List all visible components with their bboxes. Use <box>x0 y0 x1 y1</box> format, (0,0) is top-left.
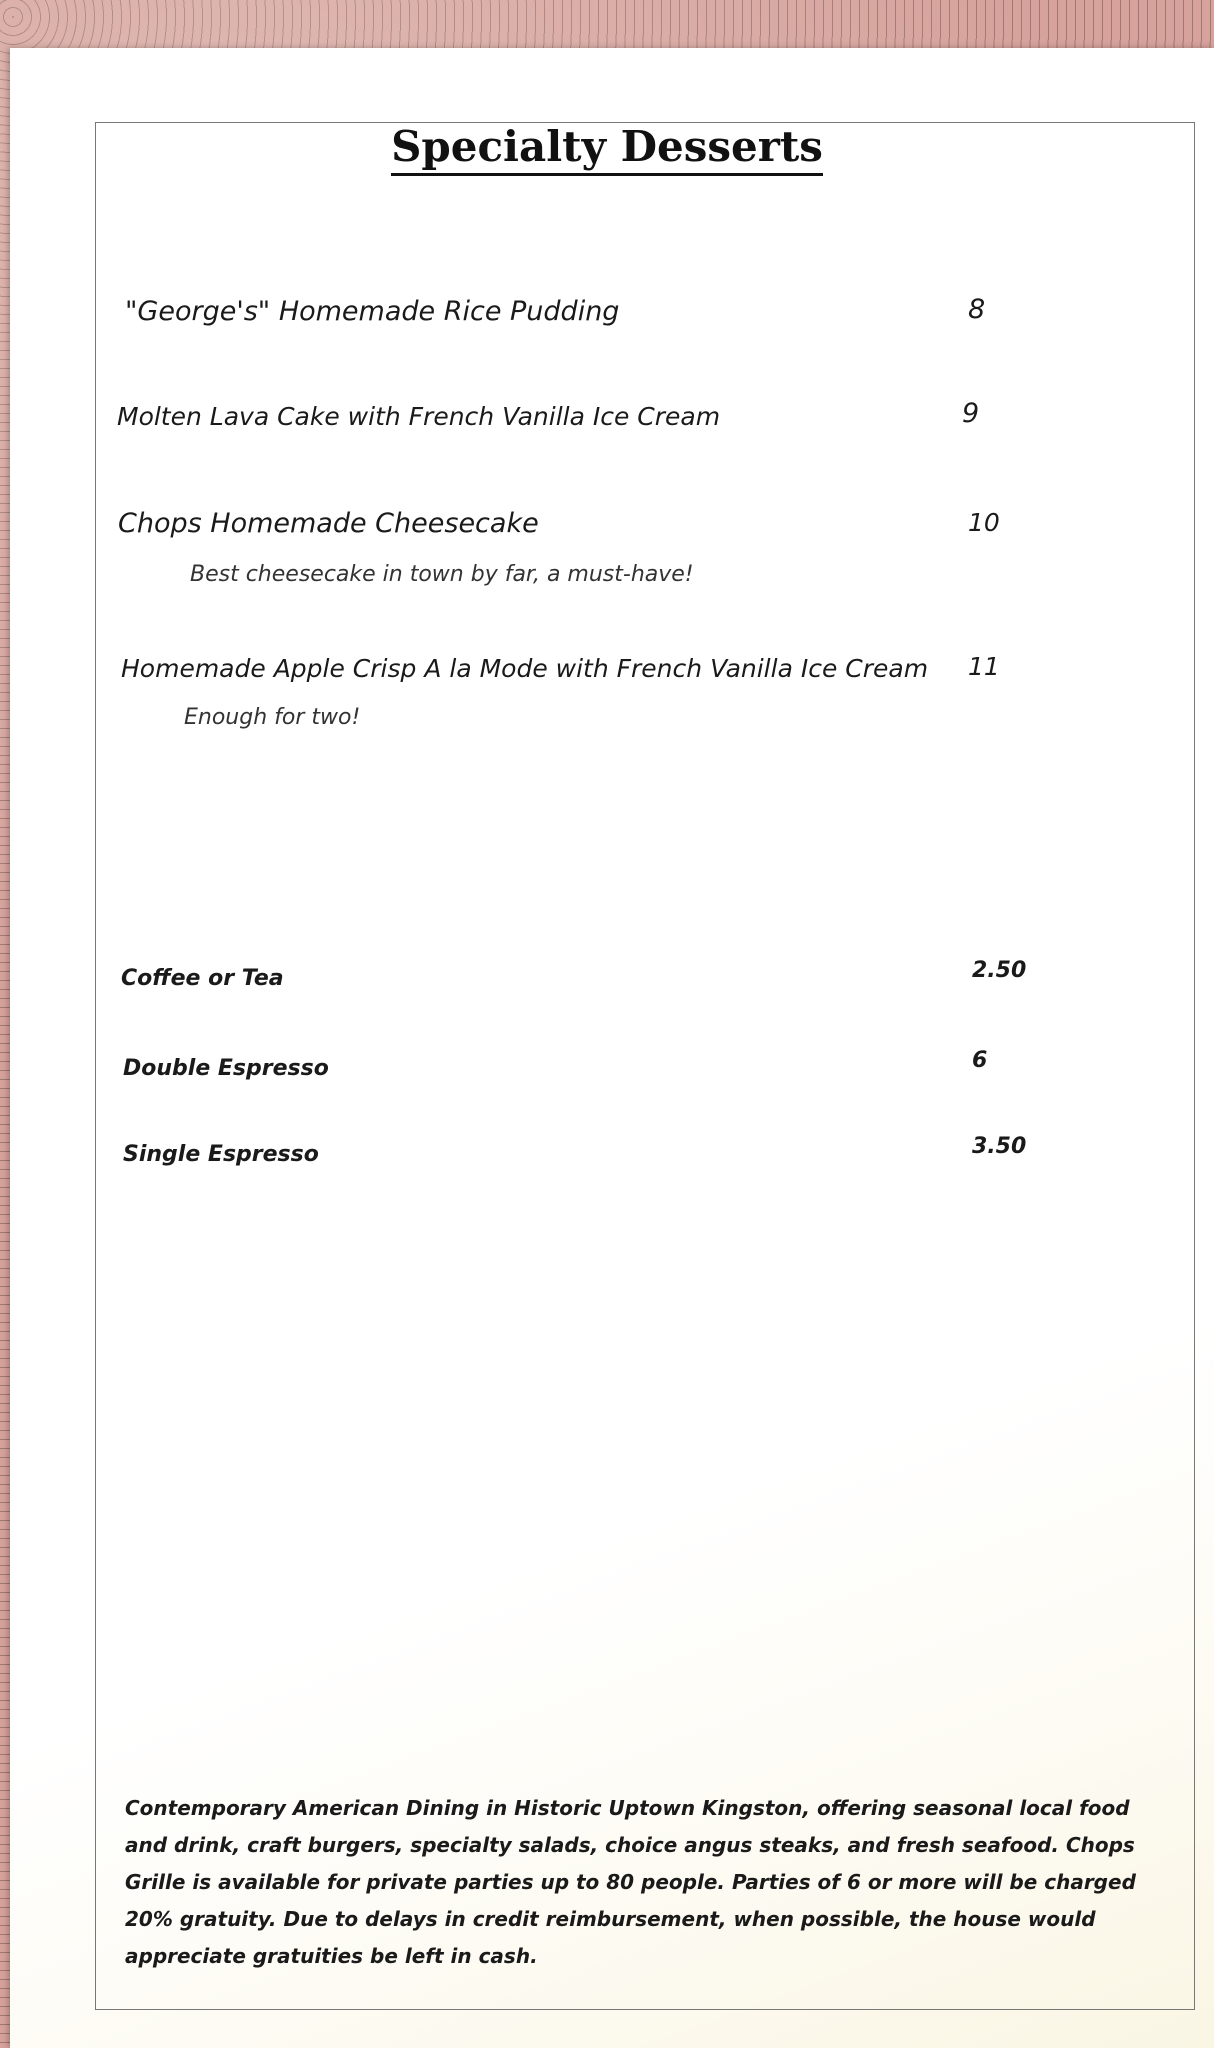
drink-price-coffee-tea: 2.50 <box>972 958 1027 983</box>
drink-name-single-espresso: Single Espresso <box>123 1142 319 1167</box>
drink-name-double-espresso: Double Espresso <box>123 1056 329 1081</box>
menu-title-text: Specialty Desserts <box>391 122 823 176</box>
dessert-name-apple-crisp: Homemade Apple Crisp A la Mode with French Vanilla Ice Cream <box>121 654 929 683</box>
dessert-desc-apple-crisp: Enough for two! <box>184 705 361 730</box>
dessert-price-cheesecake: 10 <box>968 508 1000 537</box>
menu-title <box>0 122 1214 171</box>
dessert-price-rice-pudding: 8 <box>968 294 986 325</box>
drink-name-coffee-tea: Coffee or Tea <box>121 966 284 991</box>
dessert-desc-cheesecake: Best cheesecake in town by far, a must-have! <box>190 562 694 587</box>
dessert-name-rice-pudding: "George's" Homemade Rice Pudding <box>125 296 620 327</box>
menu-footer-note: Contemporary American Dining in Historic Uptown Kingston, offering seasonal local food and drink, craft burgers, specialty salads, choice angus steaks, and fresh seafood. Chops Grille is available for private parties up to 80 people. Parties of 6 or more will be charged 20% gratuity. Due to delays in credit reimbursement, when possible, the house would appreciate gratuities be left in cash. <box>125 1796 1136 1968</box>
drink-price-single-espresso: 3.50 <box>972 1134 1027 1159</box>
dessert-price-apple-crisp: 11 <box>968 652 1000 681</box>
drink-price-double-espresso: 6 <box>972 1048 988 1073</box>
dessert-price-lava-cake: 9 <box>962 398 980 429</box>
dessert-name-cheesecake: Chops Homemade Cheesecake <box>118 508 539 539</box>
dessert-name-lava-cake: Molten Lava Cake with French Vanilla Ice Cream <box>117 402 721 431</box>
